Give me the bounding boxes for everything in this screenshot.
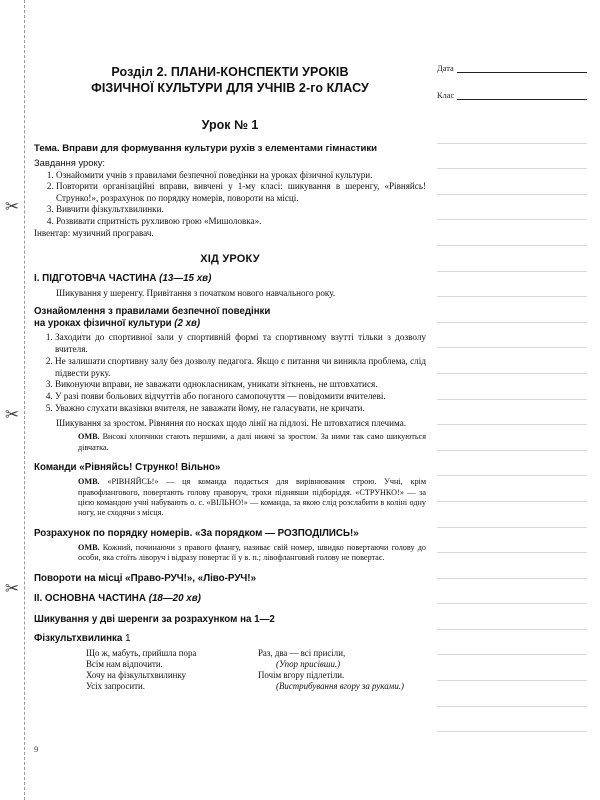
scissors-icon: ✂ bbox=[4, 579, 20, 598]
omv-text: «РІВНЯЙСЬ!» — ця команда подається для вирівнювання строю. Учні, крім правофлангового, повертають голову праворуч, трохи піднявши підборіддя. «СТРУНКО!» — за цією командою учні набувають о. с. «ВІЛЬНО!» — команда, за якою слід розслабити в коліні одну ногу, не сходячи з місця. bbox=[78, 477, 427, 518]
count-off-method-note bbox=[78, 543, 426, 564]
turns-heading: Повороти на місці «Право-РУЧ!», «Ліво-РУЧ!» bbox=[34, 572, 257, 584]
course-of-lesson-heading: ХІД УРОКУ bbox=[200, 252, 260, 265]
formation-method-note bbox=[78, 432, 426, 453]
omv-label: ОМВ. bbox=[78, 432, 100, 442]
formation-paragraph: Шикування за зростом. Рівняння по носках щодо лінії на підлозі. Не штовхатися плечима. bbox=[56, 417, 407, 428]
note-ruled-line[interactable] bbox=[437, 272, 587, 298]
list-item: 4. Розвивати спритність рухливою грою «Мишоловка». bbox=[56, 216, 426, 227]
list-item: 1. Заходити до спортивної зали у спортивній формі та спортивному взутті тільки з дозволу вчителя. bbox=[55, 332, 426, 356]
part-two-heading bbox=[34, 593, 426, 605]
poem-line: Раз, два — всі присіли, bbox=[258, 647, 346, 658]
count-off-heading: Розрахунок по порядку номерів. «За порядком — РОЗПОДІЛИСЬ!» bbox=[34, 527, 359, 539]
topic-text: Вправи для формування культури рухів з елементами гімнастики bbox=[62, 143, 378, 154]
part-one-title: І. ПІДГОТОВЧА ЧАСТИНА bbox=[34, 272, 157, 284]
note-ruled-line[interactable] bbox=[437, 246, 587, 272]
part-two-duration: (18—20 хв) bbox=[148, 592, 201, 604]
safety-rules-heading bbox=[34, 306, 426, 329]
date-label: Дата bbox=[437, 64, 454, 73]
list-item: 1. Ознайомити учнів з правилами безпечної поведінки на уроках фізичної культури. bbox=[56, 170, 426, 181]
safety-rules-list bbox=[34, 332, 426, 415]
scissors-icon: ✂ bbox=[4, 197, 20, 216]
list-item: 3. Виконуючи вправи, не заважати однокласникам, уникати зіткнень, не штовхатися. bbox=[55, 379, 426, 391]
commands-method-note bbox=[78, 477, 426, 519]
note-ruled-line[interactable] bbox=[437, 169, 587, 195]
section-title-line-1: Розділ 2. ПЛАНИ-КОНСПЕКТИ УРОКІВ bbox=[111, 65, 349, 79]
list-item: 4. У разі появи больових відчуттів або поганого самопочуття — повідомити вчителеві. bbox=[55, 391, 426, 403]
safety-heading-line-2: на уроках фізичної культури bbox=[34, 317, 172, 329]
lesson-topic bbox=[34, 143, 426, 155]
fizminute-number: 1 bbox=[125, 632, 131, 644]
part-two-title: ІІ. ОСНОВНА ЧАСТИНА bbox=[34, 592, 146, 604]
two-rank-formation-heading: Шикування у дві шеренги за розрахунком на 1—2 bbox=[34, 613, 275, 625]
note-ruled-line[interactable] bbox=[437, 604, 587, 630]
list-item: 2. Не залишати спортивну залу без дозволу педагога. Якщо є питання чи виникла проблема, слід підвести руку. bbox=[55, 356, 426, 380]
note-ruled-line[interactable] bbox=[437, 374, 587, 400]
tasks-label: Завдання уроку: bbox=[34, 157, 105, 168]
list-item: 3. Вивчити фізкультхвилинки. bbox=[56, 204, 426, 215]
inventory-line bbox=[34, 228, 426, 240]
class-field-row[interactable] bbox=[437, 91, 587, 100]
fizminute-heading bbox=[34, 633, 426, 644]
class-label: Клас bbox=[437, 91, 455, 100]
date-write-line[interactable] bbox=[457, 64, 587, 73]
date-field-row[interactable] bbox=[437, 64, 587, 73]
note-ruled-line[interactable] bbox=[437, 528, 587, 554]
section-title-line-2: ФІЗИЧНОЇ КУЛЬТУРИ ДЛЯ УЧНІВ 2-го КЛАСУ bbox=[91, 81, 369, 95]
poem-line: Почім вгору підлетіли. bbox=[258, 669, 345, 680]
note-ruled-line[interactable] bbox=[437, 451, 587, 477]
part-one-heading bbox=[34, 273, 426, 285]
note-ruled-line[interactable] bbox=[437, 630, 587, 656]
page-number: 9 bbox=[34, 744, 39, 754]
document-section-title bbox=[34, 64, 426, 96]
fizminute-label: Фізкультхвилинка bbox=[34, 632, 123, 644]
list-item: 5. Уважно слухати вказівки вчителя, не заважати йому, не галасувати, не кричати. bbox=[55, 403, 426, 415]
note-ruled-line[interactable] bbox=[437, 655, 587, 681]
note-ruled-line[interactable] bbox=[437, 425, 587, 451]
safety-heading-line-1: Ознайомлення з правилами безпечної поведінки bbox=[34, 306, 271, 318]
poem-line: Усіх запросити. bbox=[86, 681, 145, 692]
note-ruled-line[interactable] bbox=[437, 220, 587, 246]
note-ruled-line[interactable] bbox=[437, 400, 587, 426]
inventory-label: Інвентар: bbox=[34, 228, 71, 239]
omv-text: Кожний, починаючи з правого флангу, називає свій номер, швидко повертаючи голову до особи, яка стоїть ліворуч і відразу повертає її у в. п.; лівофланговий голову не повертає. bbox=[78, 542, 426, 563]
safety-heading-duration: (2 хв) bbox=[174, 317, 201, 329]
notes-ruled-area[interactable] bbox=[437, 118, 587, 732]
fizminute-poem bbox=[34, 648, 426, 693]
poem-column-left bbox=[34, 648, 230, 693]
main-content bbox=[34, 52, 426, 692]
lesson-number-heading: Урок № 1 bbox=[201, 118, 259, 132]
note-ruled-line[interactable] bbox=[437, 323, 587, 349]
omv-label: ОМВ. bbox=[78, 542, 100, 552]
poem-column-right bbox=[230, 648, 426, 693]
poem-movement-cue: (Упор присівши.) bbox=[276, 658, 341, 669]
part-one-duration: (13—15 хв) bbox=[159, 272, 212, 284]
note-ruled-line[interactable] bbox=[437, 707, 587, 733]
omv-label: ОМВ. bbox=[78, 477, 100, 487]
note-ruled-line[interactable] bbox=[437, 297, 587, 323]
note-ruled-line[interactable] bbox=[437, 144, 587, 170]
cut-dashed-line bbox=[24, 0, 25, 800]
class-write-line[interactable] bbox=[457, 91, 587, 100]
note-ruled-line[interactable] bbox=[437, 553, 587, 579]
notes-panel bbox=[437, 64, 587, 732]
note-ruled-line[interactable] bbox=[437, 195, 587, 221]
list-item: 2. Повторити організаційні вправи, вивчені у 1-му класі: шикування в шеренгу, «Рівняйсь! Струнко!», розрахунок по порядку номерів, повороти на місці. bbox=[56, 181, 426, 204]
note-ruled-line[interactable] bbox=[437, 681, 587, 707]
topic-label: Тема. bbox=[34, 143, 60, 154]
note-ruled-line[interactable] bbox=[437, 579, 587, 605]
poem-line: Що ж, мабуть, прийшла пора bbox=[86, 647, 197, 658]
poem-line: Всім нам відпочити. bbox=[86, 658, 163, 669]
scissors-icon: ✂ bbox=[4, 405, 20, 424]
omv-text: Високі хлопчики стають першими, а далі нижчі за зростом. За ними так само шикуються дівчатка. bbox=[78, 432, 426, 452]
commands-heading: Команди «Рівняйсь! Струнко! Вільно» bbox=[34, 462, 221, 474]
lesson-tasks-list bbox=[34, 170, 426, 227]
note-ruled-line[interactable] bbox=[437, 118, 587, 144]
poem-movement-cue: (Вистрибування вгору за руками.) bbox=[276, 681, 404, 692]
note-ruled-line[interactable] bbox=[437, 476, 587, 502]
poem-line: Хочу на фізкультхвилинку bbox=[86, 669, 186, 680]
note-ruled-line[interactable] bbox=[437, 348, 587, 374]
inventory-text: музичний програвач. bbox=[72, 228, 154, 239]
note-ruled-line[interactable] bbox=[437, 502, 587, 528]
part-one-intro-paragraph: Шикування у шеренгу. Привітання з початком нового навчального року. bbox=[56, 287, 336, 298]
